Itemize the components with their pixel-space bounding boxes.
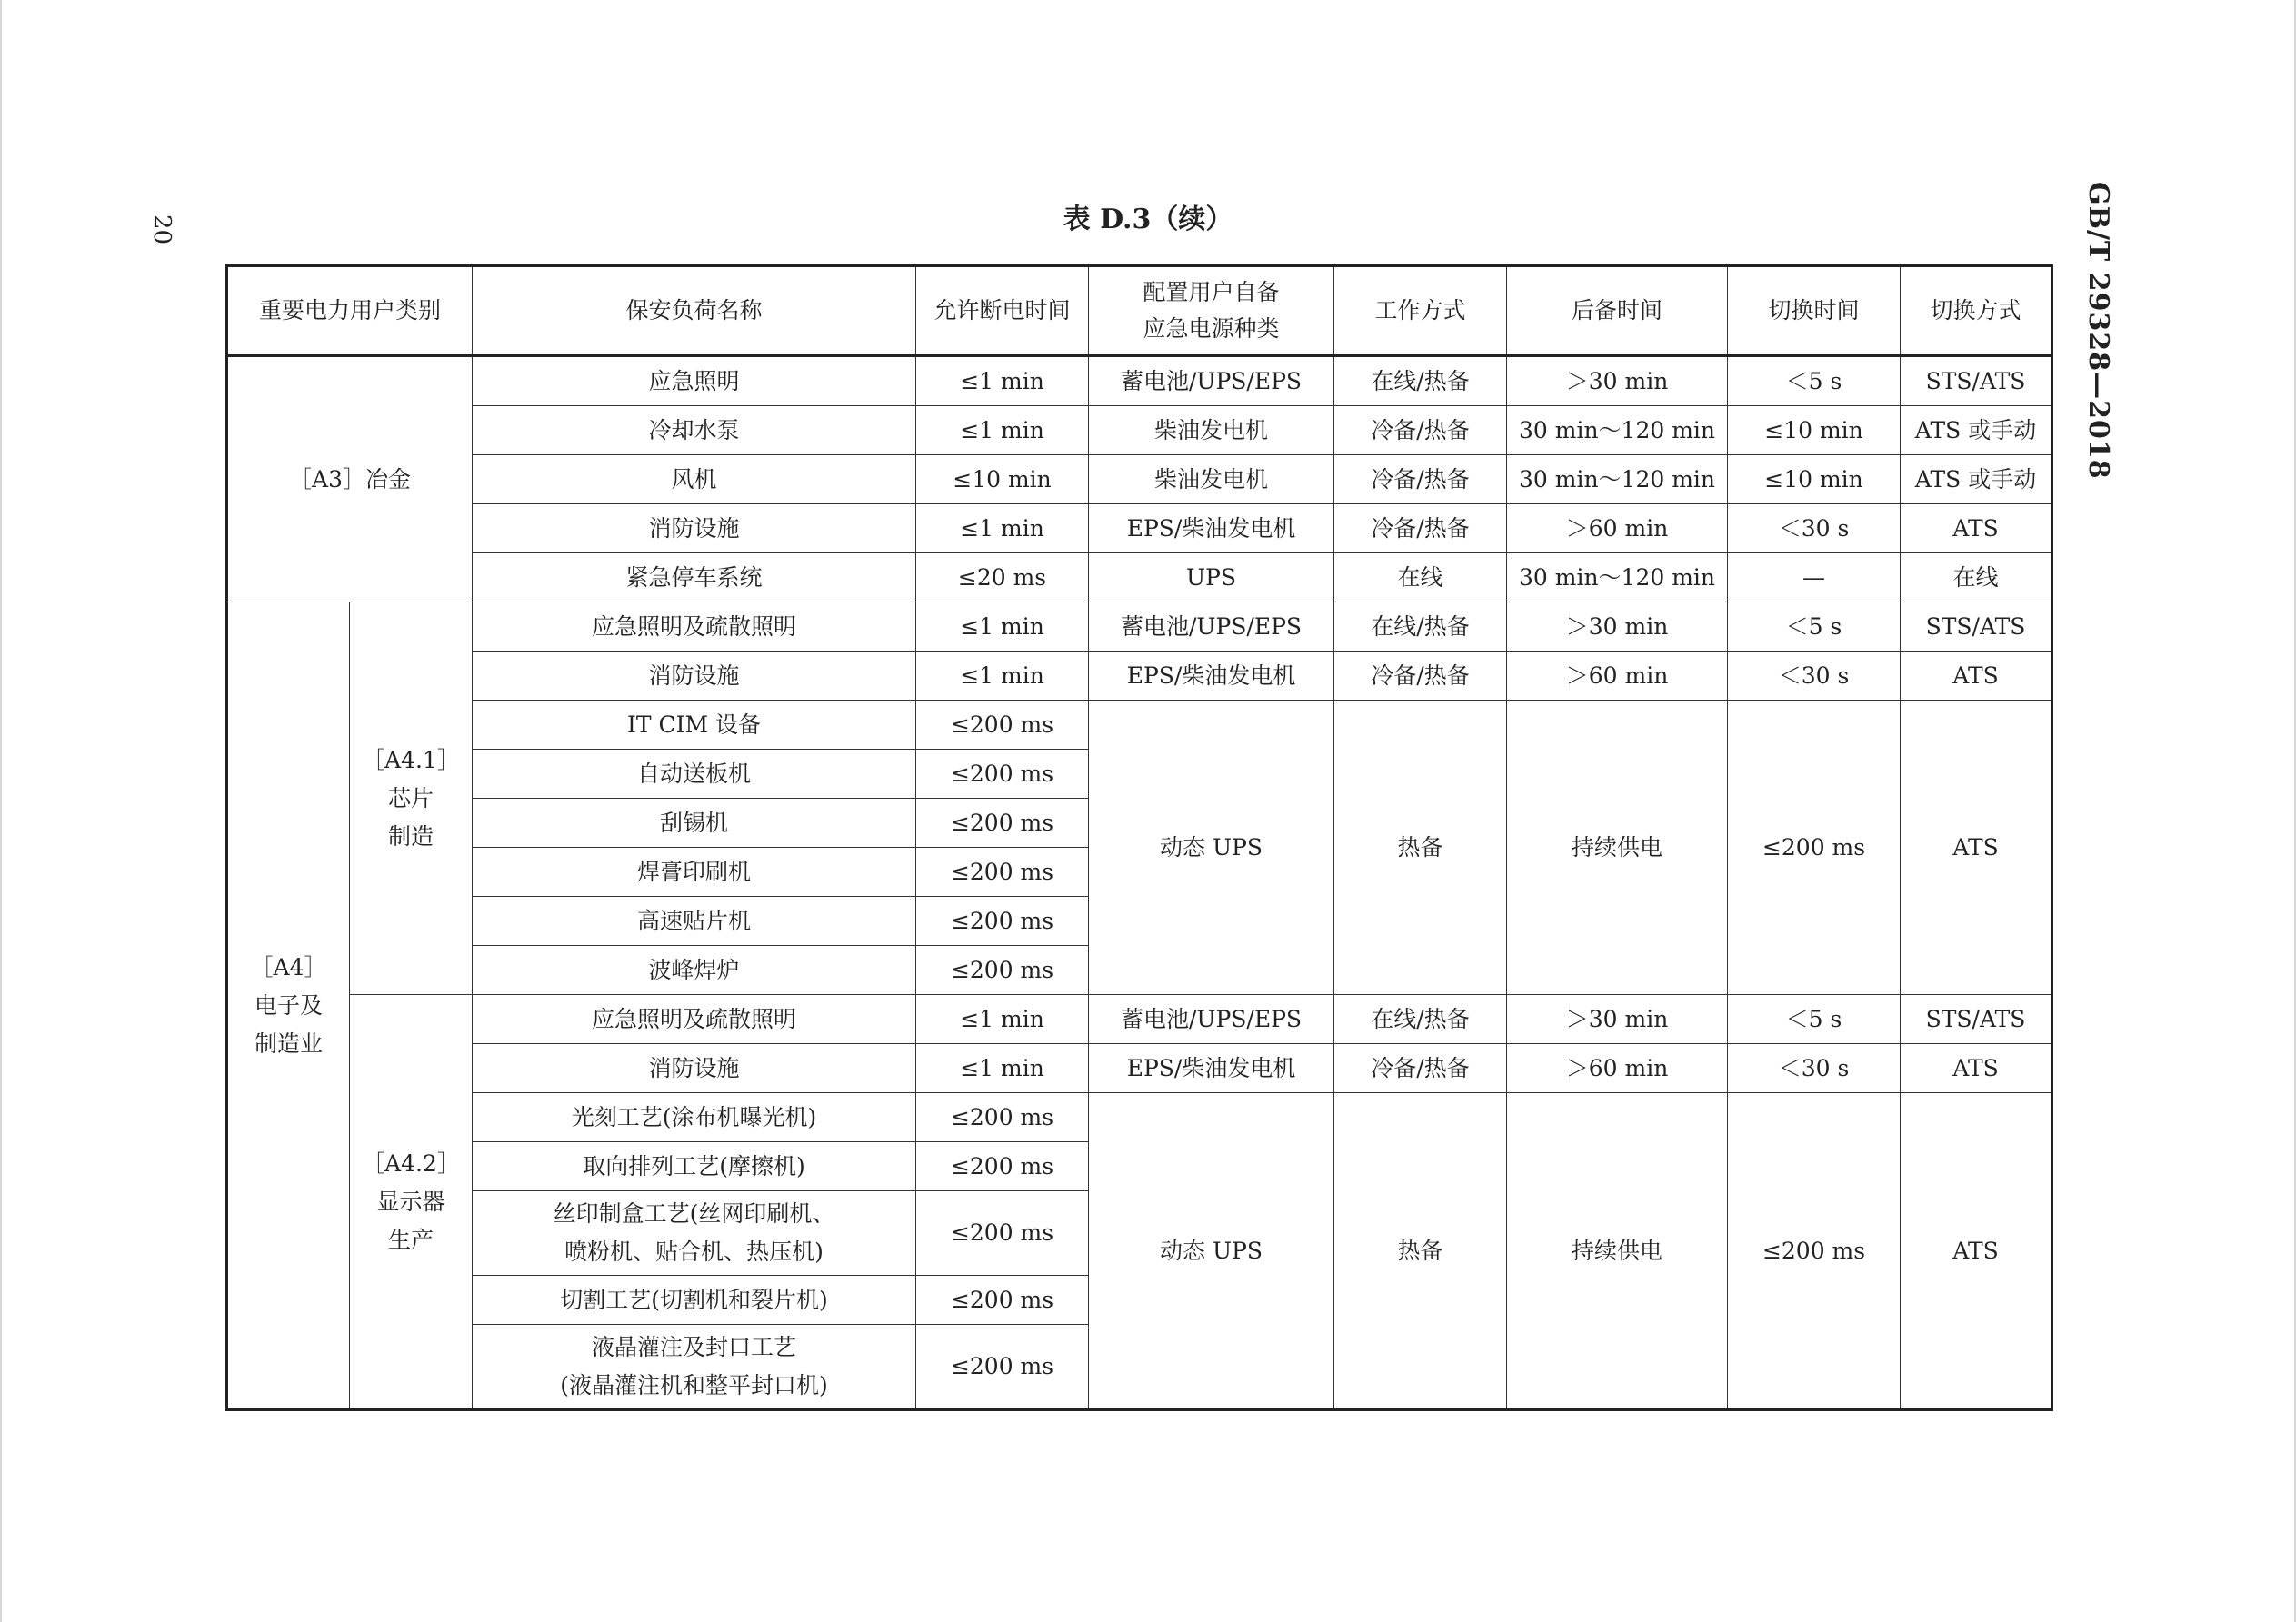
switch-mode-group: ATS [1901,1093,2052,1410]
work-mode: 冷备/热备 [1334,1044,1507,1093]
power-type: 柴油发电机 [1089,406,1334,455]
load-name: 高速贴片机 [473,897,916,946]
load-name: 光刻工艺(涂布机曝光机) [473,1093,916,1142]
load-name: 应急照明及疏散照明 [473,995,916,1044]
backup-time: 30 min～120 min [1507,553,1728,602]
backup-time: ＞30 min [1507,602,1728,652]
backup-time-group: 持续供电 [1507,1093,1728,1410]
switch-time: ≤10 min [1728,406,1901,455]
header-switch-mode: 切换方式 [1901,266,2052,356]
subcategory-a41-line3: 制造 [388,822,434,850]
table-row [227,455,2052,504]
switch-time: — [1728,553,1901,602]
allowed-outage: ≤200 ms [916,750,1089,799]
load-name-line2: (液晶灌注机和整平封口机) [560,1372,828,1398]
power-type-group: 动态 UPS [1089,1093,1334,1410]
switch-mode: STS/ATS [1901,356,2052,406]
switch-mode: ATS 或手动 [1901,455,2052,504]
allowed-outage: ≤1 min [916,1044,1089,1093]
header-allowed-outage: 允许断电时间 [916,266,1089,356]
power-type: EPS/柴油发电机 [1089,652,1334,701]
switch-time: ＜30 s [1728,652,1901,701]
power-type: UPS [1089,553,1334,602]
allowed-outage: ≤1 min [916,504,1089,553]
load-name: 应急照明 [473,356,916,406]
category-a4-line3: 制造业 [254,1030,323,1057]
table-title: 表 D.3（续） [1063,204,1233,235]
header-category: 重要电力用户类别 [227,266,473,356]
subcategory-cell-a42 [350,995,473,1410]
switch-mode: ATS [1901,652,2052,701]
work-mode: 在线/热备 [1334,602,1507,652]
backup-time: ＞30 min [1507,356,1728,406]
load-name: 刮锡机 [473,799,916,848]
switch-mode: STS/ATS [1901,602,2052,652]
allowed-outage: ≤10 min [916,455,1089,504]
allowed-outage: ≤200 ms [916,799,1089,848]
header-work-mode: 工作方式 [1334,266,1507,356]
work-mode: 冷备/热备 [1334,504,1507,553]
power-type: EPS/柴油发电机 [1089,1044,1334,1093]
allowed-outage: ≤200 ms [916,1325,1089,1410]
allowed-outage: ≤200 ms [916,897,1089,946]
header-switch-time: 切换时间 [1728,266,1901,356]
switch-time: ＜30 s [1728,504,1901,553]
security-load-table [225,264,2053,1411]
allowed-outage: ≤200 ms [916,848,1089,897]
load-name [473,1325,916,1410]
table-row [227,652,2052,701]
power-type: 蓄电池/UPS/EPS [1089,602,1334,652]
standard-code: GB/T 29328—2018 [2082,182,2114,480]
allowed-outage: ≤200 ms [916,701,1089,750]
page-edge-left [0,0,2,1622]
backup-time: ＞60 min [1507,504,1728,553]
switch-time: ≤10 min [1728,455,1901,504]
switch-time: ＜5 s [1728,602,1901,652]
backup-time: 30 min～120 min [1507,455,1728,504]
table-row [227,356,2052,406]
power-type: 蓄电池/UPS/EPS [1089,356,1334,406]
load-name: 消防设施 [473,652,916,701]
allowed-outage: ≤200 ms [916,1276,1089,1325]
allowed-outage: ≤200 ms [916,1191,1089,1276]
header-row [227,266,2052,356]
load-name: 应急照明及疏散照明 [473,602,916,652]
subcategory-a41-line1: ［A4.1］ [362,746,460,773]
load-name: 消防设施 [473,1044,916,1093]
allowed-outage: ≤200 ms [916,1142,1089,1191]
table-row [227,1044,2052,1093]
allowed-outage: ≤1 min [916,602,1089,652]
backup-time: ＞60 min [1507,1044,1728,1093]
load-name: 切割工艺(切割机和裂片机) [473,1276,916,1325]
power-type: 柴油发电机 [1089,455,1334,504]
backup-time: ＞30 min [1507,995,1728,1044]
load-name [473,1191,916,1276]
switch-time-group: ≤200 ms [1728,1093,1901,1410]
table-row [227,553,2052,602]
switch-time: ＜30 s [1728,1044,1901,1093]
backup-time: ＞60 min [1507,652,1728,701]
work-mode-group: 热备 [1334,701,1507,995]
load-name-line2: 喷粉机、贴合机、热压机) [564,1239,824,1265]
work-mode: 在线 [1334,553,1507,602]
switch-time: ＜5 s [1728,356,1901,406]
table-row [227,406,2052,455]
allowed-outage: ≤1 min [916,406,1089,455]
power-type: EPS/柴油发电机 [1089,504,1334,553]
backup-time: 30 min～120 min [1507,406,1728,455]
header-power-type-line1: 配置用户自备 [1143,279,1280,305]
category-a4-line1: ［A4］ [250,953,327,980]
table-row [227,602,2052,652]
load-name: 取向排列工艺(摩擦机) [473,1142,916,1191]
switch-time: ＜5 s [1728,995,1901,1044]
switch-mode: ATS [1901,1044,2052,1093]
load-name-line1: 丝印制盒工艺(丝网印刷机、 [553,1200,835,1227]
table-row [227,701,2052,750]
table-row [227,1093,2052,1142]
load-name: 自动送板机 [473,750,916,799]
category-a4-line2: 电子及 [254,991,323,1019]
page-number: 20 [148,214,175,245]
work-mode: 在线/热备 [1334,995,1507,1044]
header-backup-time: 后备时间 [1507,266,1728,356]
subcategory-a42-line3: 生产 [388,1226,434,1253]
load-name: IT CIM 设备 [473,701,916,750]
allowed-outage: ≤20 ms [916,553,1089,602]
allowed-outage: ≤1 min [916,652,1089,701]
header-power-type-line2: 应急电源种类 [1143,315,1280,342]
work-mode: 冷备/热备 [1334,652,1507,701]
subcategory-a41-line2: 芯片 [388,784,434,811]
switch-mode: ATS [1901,504,2052,553]
allowed-outage: ≤200 ms [916,946,1089,995]
switch-mode-group: ATS [1901,701,2052,995]
load-name: 风机 [473,455,916,504]
subcategory-cell-a41 [350,602,473,995]
table-row [227,995,2052,1044]
work-mode-group: 热备 [1334,1093,1507,1410]
subcategory-a42-line1: ［A4.2］ [362,1149,460,1177]
work-mode: 冷备/热备 [1334,455,1507,504]
load-name-line1: 液晶灌注及封口工艺 [592,1334,797,1360]
category-cell-a3: ［A3］冶金 [227,356,473,602]
backup-time-group: 持续供电 [1507,701,1728,995]
switch-mode: ATS 或手动 [1901,406,2052,455]
work-mode: 在线/热备 [1334,356,1507,406]
power-type: 蓄电池/UPS/EPS [1089,995,1334,1044]
allowed-outage: ≤200 ms [916,1093,1089,1142]
switch-time-group: ≤200 ms [1728,701,1901,995]
work-mode: 冷备/热备 [1334,406,1507,455]
load-name: 紧急停车系统 [473,553,916,602]
table-row [227,504,2052,553]
switch-mode: 在线 [1901,553,2052,602]
power-type-group: 动态 UPS [1089,701,1334,995]
header-power-type [1089,266,1334,356]
allowed-outage: ≤1 min [916,356,1089,406]
header-load-name: 保安负荷名称 [473,266,916,356]
category-cell-a4 [227,602,350,1410]
load-name: 焊膏印刷机 [473,848,916,897]
load-name: 波峰焊炉 [473,946,916,995]
switch-mode: STS/ATS [1901,995,2052,1044]
load-name: 冷却水泵 [473,406,916,455]
load-name: 消防设施 [473,504,916,553]
allowed-outage: ≤1 min [916,995,1089,1044]
subcategory-a42-line2: 显示器 [376,1188,445,1215]
